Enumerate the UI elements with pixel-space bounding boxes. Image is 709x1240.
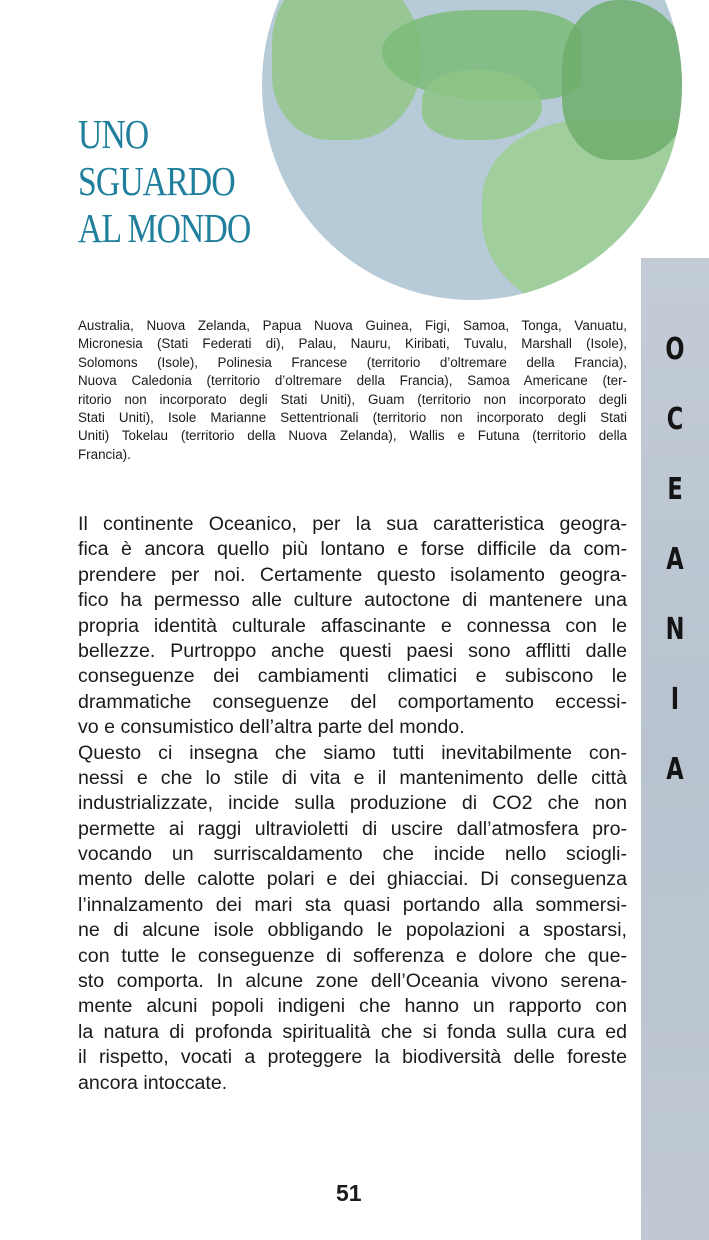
letter: A	[666, 542, 684, 577]
title-line: AL MONDO	[78, 205, 251, 252]
text-line: l’innalzamento dei mari sta quasi portando alla sommersi-	[78, 893, 627, 916]
text-line: bellezze. Purtroppo anche questi paesi sono afflitti dalle	[78, 639, 627, 662]
text-line: Solomons (Isole), Polinesia Francese (territorio d’oltremare della Francia),	[78, 354, 627, 370]
letter: E	[667, 472, 683, 507]
text-line: vo e consumistico dell’altra parte del mondo.	[78, 716, 465, 739]
letter: A	[666, 752, 684, 787]
text-line: ritorio non incorporato degli Stati Uniti), Guam (territorio non incorporato degli	[78, 391, 627, 407]
text-line: fica è ancora quello più lontano e forse difficile da com-	[78, 538, 627, 561]
letter: N	[665, 612, 685, 647]
text-line: Nuova Caledonia (territorio d’oltremare della Francia), Samoa Americane (ter-	[78, 373, 627, 389]
text-line: fico ha permesso alle culture autoctone di mantenere una	[78, 589, 627, 612]
text-line: conseguenze dei cambiamenti climatici e subiscono le	[78, 665, 627, 688]
text-line: Francia).	[78, 446, 131, 462]
text-line: industrializzate, incide sulla produzione di CO2 che non	[78, 792, 627, 815]
page-title	[78, 111, 250, 252]
text-line: nessi e che lo stile di vita e il mantenimento delle città	[78, 766, 627, 789]
text-line: permette ai raggi ultravioletti di uscire dall’atmosfera pro-	[78, 817, 627, 840]
text-line: mente alcuni popoli indigeni che hanno un rapporto con	[78, 995, 627, 1018]
text-line: Australia, Nuova Zelanda, Papua Nuova Guinea, Figi, Samoa, Tonga, Vanuatu,	[78, 318, 627, 333]
countries-list	[78, 317, 627, 464]
title-line: UNO	[78, 111, 149, 158]
text-line: drammatiche conseguenze del comportamento eccessi-	[78, 690, 627, 713]
page-number: 51	[336, 1180, 362, 1206]
vertical-label-oceania	[650, 330, 701, 820]
body-text	[78, 512, 627, 1096]
letter: O	[665, 332, 685, 367]
text-line: Questo ci insegna che siamo tutti inevitabilmente con-	[78, 741, 627, 764]
letter: C	[666, 402, 684, 437]
text-line: Stati Uniti), Isole Marianne Settentrionali (territorio non incorporato degli Stati	[78, 409, 627, 425]
text-line: ancora intoccate.	[78, 1071, 228, 1094]
text-line: Micronesia (Stati Federati di), Palau, Nauru, Kiribati, Tuvalu, Marshall (Isole),	[78, 336, 627, 352]
text-line: prendere per noi. Certamente questo isolamento geogra-	[78, 563, 627, 586]
title-line: SGUARDO	[78, 158, 235, 205]
text-line: sto comporta. In alcune zone dell’Oceania vivono serena-	[78, 970, 627, 993]
text-line: Uniti) Tokelau (territorio della Nuova Zelanda), Wallis e Futuna (territorio della	[78, 428, 627, 444]
text-line: propria identità culturale affascinante e connessa con le	[78, 614, 627, 637]
text-line: mento delle calotte polari e dei ghiacciai. Di conseguenza	[78, 868, 627, 891]
globe-illustration	[262, 0, 682, 300]
text-line: ne di alcune isole obbligando le popolazioni a spostarsi,	[78, 919, 627, 942]
text-line: la natura di profonda spiritualità che si fonda sulla cura ed	[78, 1020, 627, 1043]
text-line: vocando un surriscaldamento che incide nello sciogli-	[78, 843, 627, 866]
letter: I	[670, 682, 680, 717]
text-line: con tutte le conseguenze di sofferenza e dolore che que-	[78, 944, 627, 967]
text-line: il rispetto, vocati a proteggere la biodiversità delle foreste	[78, 1046, 627, 1069]
text-line: Il continente Oceanico, per la sua caratteristica geogra-	[78, 513, 627, 535]
